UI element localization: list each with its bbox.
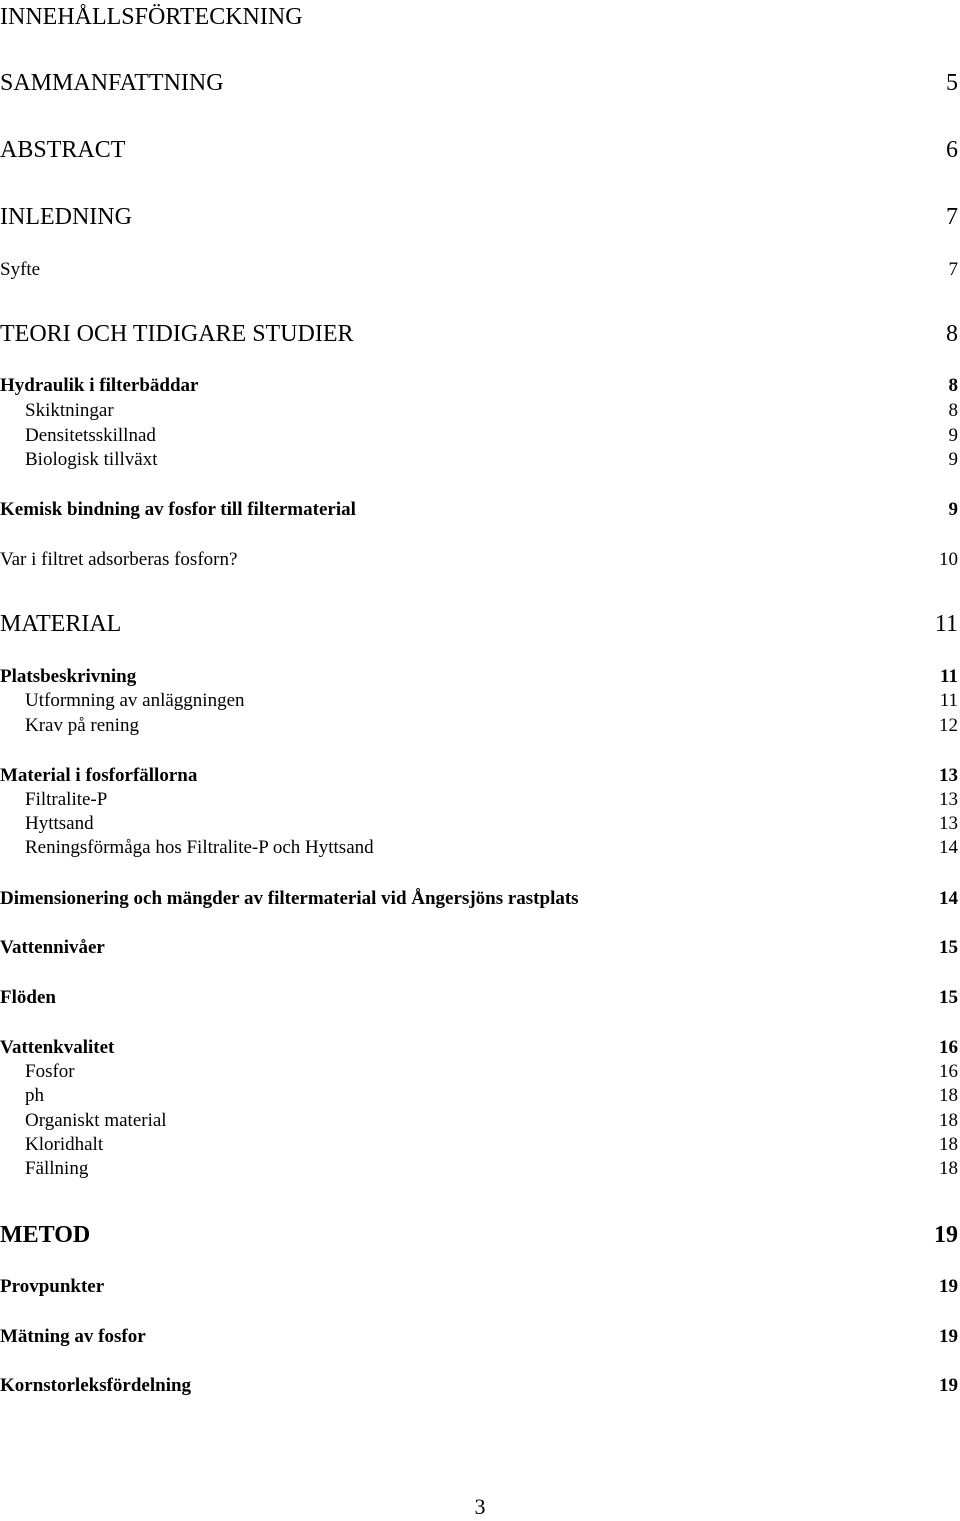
toc-entry-label: Var i filtret adsorberas fosforn? bbox=[0, 549, 238, 570]
toc-entry-dimensionering[interactable] bbox=[0, 887, 958, 911]
toc-entry-kemisk-bindning[interactable] bbox=[0, 498, 958, 522]
toc-entry-sammanfattning[interactable] bbox=[0, 68, 958, 98]
toc-entry-label: TEORI OCH TIDIGARE STUDIER bbox=[0, 321, 354, 347]
toc-entry-page: 9 bbox=[948, 425, 958, 446]
toc-entry-vattenkvalitet[interactable] bbox=[0, 1036, 958, 1060]
toc-entry-biologisk-tillvaxt[interactable] bbox=[0, 448, 958, 472]
toc-entry-filtralite-p[interactable] bbox=[0, 788, 958, 812]
toc-entry-page: 11 bbox=[934, 611, 958, 637]
toc-entry-krav-pa-rening[interactable] bbox=[0, 714, 958, 738]
toc-entry-page: 8 bbox=[948, 375, 958, 396]
toc-entry-page: 7 bbox=[948, 259, 958, 280]
toc-entry-page: 9 bbox=[948, 449, 958, 470]
toc-entry-page: 8 bbox=[946, 321, 958, 347]
toc-entry-metod[interactable] bbox=[0, 1220, 958, 1250]
toc-entry-label: Provpunkter bbox=[0, 1276, 105, 1297]
toc-entry-label: Kornstorleksfördelning bbox=[0, 1375, 192, 1396]
toc-entry-label: Skiktningar bbox=[25, 400, 114, 421]
toc-entry-densitetsskillnad[interactable] bbox=[0, 424, 958, 448]
toc-entry-label: Utformning av anläggningen bbox=[25, 690, 245, 711]
toc-entry-ph[interactable] bbox=[0, 1084, 958, 1108]
toc-entry-label: Syfte bbox=[0, 259, 41, 280]
toc-entry-page: 12 bbox=[939, 715, 958, 736]
toc-entry-label: Kloridhalt bbox=[25, 1134, 104, 1155]
toc-entry-page: 16 bbox=[939, 1061, 958, 1082]
toc-entry-page: 18 bbox=[939, 1110, 958, 1131]
toc-entry-page: 5 bbox=[946, 70, 958, 96]
toc-entry-hydraulik[interactable] bbox=[0, 374, 958, 398]
toc-entry-label: METOD bbox=[0, 1222, 91, 1248]
toc-entry-material[interactable] bbox=[0, 609, 958, 639]
toc-title: INNEHÅLLSFÖRTECKNING bbox=[0, 4, 303, 30]
toc-entry-page: 13 bbox=[939, 813, 958, 834]
toc-entry-inledning[interactable] bbox=[0, 202, 958, 232]
toc-entry-page: 15 bbox=[939, 987, 958, 1008]
toc-entry-page: 7 bbox=[946, 204, 958, 230]
toc-entry-label: Fällning bbox=[25, 1158, 89, 1179]
toc-entry-page: 11 bbox=[940, 666, 958, 687]
toc-entry-page: 9 bbox=[948, 499, 958, 520]
toc-entry-fosfor[interactable] bbox=[0, 1060, 958, 1084]
toc-entry-label: Fosfor bbox=[25, 1061, 75, 1082]
toc-entry-label: Material i fosforfällorna bbox=[0, 765, 198, 786]
toc-entry-fallning[interactable] bbox=[0, 1157, 958, 1181]
toc-entry-abstract[interactable] bbox=[0, 135, 958, 165]
page-number: 3 bbox=[474, 1494, 486, 1519]
toc-entry-label: Biologisk tillväxt bbox=[25, 449, 158, 470]
toc-entry-label: Organiskt material bbox=[25, 1110, 167, 1131]
toc-entry-page: 15 bbox=[939, 937, 958, 958]
toc-entry-utformning[interactable] bbox=[0, 689, 958, 713]
toc-entry-teori[interactable] bbox=[0, 319, 958, 349]
toc-entry-page: 18 bbox=[939, 1158, 958, 1179]
toc-entry-material-fosforfallorna[interactable] bbox=[0, 764, 958, 788]
toc-entry-page: 10 bbox=[939, 549, 958, 570]
toc-entry-page: 16 bbox=[939, 1037, 958, 1058]
toc-entry-label: Vattennivåer bbox=[0, 937, 105, 958]
toc-entry-label: Platsbeskrivning bbox=[0, 666, 137, 687]
toc-entry-page: 13 bbox=[939, 789, 958, 810]
toc-entry-label: Hydraulik i filterbäddar bbox=[0, 375, 199, 396]
toc-entry-label: Vattenkvalitet bbox=[0, 1037, 115, 1058]
toc-entry-kornstorleksfordelning[interactable] bbox=[0, 1374, 958, 1398]
toc-entry-page: 14 bbox=[939, 837, 958, 858]
toc-entry-label: Flöden bbox=[0, 987, 56, 1008]
toc-entry-syfte[interactable] bbox=[0, 258, 958, 282]
toc-entry-provpunkter[interactable] bbox=[0, 1275, 958, 1299]
toc-entry-matning-av-fosfor[interactable] bbox=[0, 1325, 958, 1349]
toc-entry-page: 6 bbox=[946, 137, 958, 163]
toc-entry-page: 14 bbox=[939, 888, 958, 909]
toc-entry-label: Densitetsskillnad bbox=[25, 425, 156, 446]
toc-entry-page: 19 bbox=[934, 1222, 958, 1248]
toc-entry-label: Krav på rening bbox=[25, 715, 139, 736]
toc-entry-page: 19 bbox=[939, 1375, 958, 1396]
toc-entry-page: 18 bbox=[939, 1085, 958, 1106]
toc-entry-label: ph bbox=[25, 1085, 44, 1106]
toc-entry-page: 11 bbox=[939, 690, 958, 711]
toc-entry-label: INLEDNING bbox=[0, 204, 132, 230]
toc-entry-hyttsand[interactable] bbox=[0, 812, 958, 836]
toc-entry-page: 19 bbox=[939, 1276, 958, 1297]
toc-entry-label: Dimensionering och mängder av filtermaterial vid Ångersjöns rastplats bbox=[0, 888, 579, 909]
toc-entry-label: Mätning av fosfor bbox=[0, 1326, 146, 1347]
toc-entry-page: 18 bbox=[939, 1134, 958, 1155]
toc-entry-kloridhalt[interactable] bbox=[0, 1133, 958, 1157]
toc-entry-label: SAMMANFATTNING bbox=[0, 70, 224, 96]
toc-entry-platsbeskrivning[interactable] bbox=[0, 665, 958, 689]
toc-entry-label: ABSTRACT bbox=[0, 137, 126, 163]
toc-entry-label: Reningsförmåga hos Filtralite-P och Hyttsand bbox=[25, 837, 374, 858]
toc-entry-label: MATERIAL bbox=[0, 611, 122, 637]
toc-entry-reningsformaga[interactable] bbox=[0, 836, 958, 860]
toc-entry-vattennivaer[interactable] bbox=[0, 936, 958, 960]
toc-entry-page: 8 bbox=[948, 400, 958, 421]
toc-entry-skiktningar[interactable] bbox=[0, 399, 958, 423]
toc-entry-label: Hyttsand bbox=[25, 813, 94, 834]
toc-entry-floden[interactable] bbox=[0, 986, 958, 1010]
toc-entry-page: 19 bbox=[939, 1326, 958, 1347]
toc-entry-label: Kemisk bindning av fosfor till filtermaterial bbox=[0, 499, 356, 520]
toc-entry-organiskt-material[interactable] bbox=[0, 1109, 958, 1133]
toc-entry-var-i-filtret[interactable] bbox=[0, 548, 958, 572]
toc-entry-page: 13 bbox=[939, 765, 958, 786]
toc-entry-label: Filtralite-P bbox=[25, 789, 108, 810]
